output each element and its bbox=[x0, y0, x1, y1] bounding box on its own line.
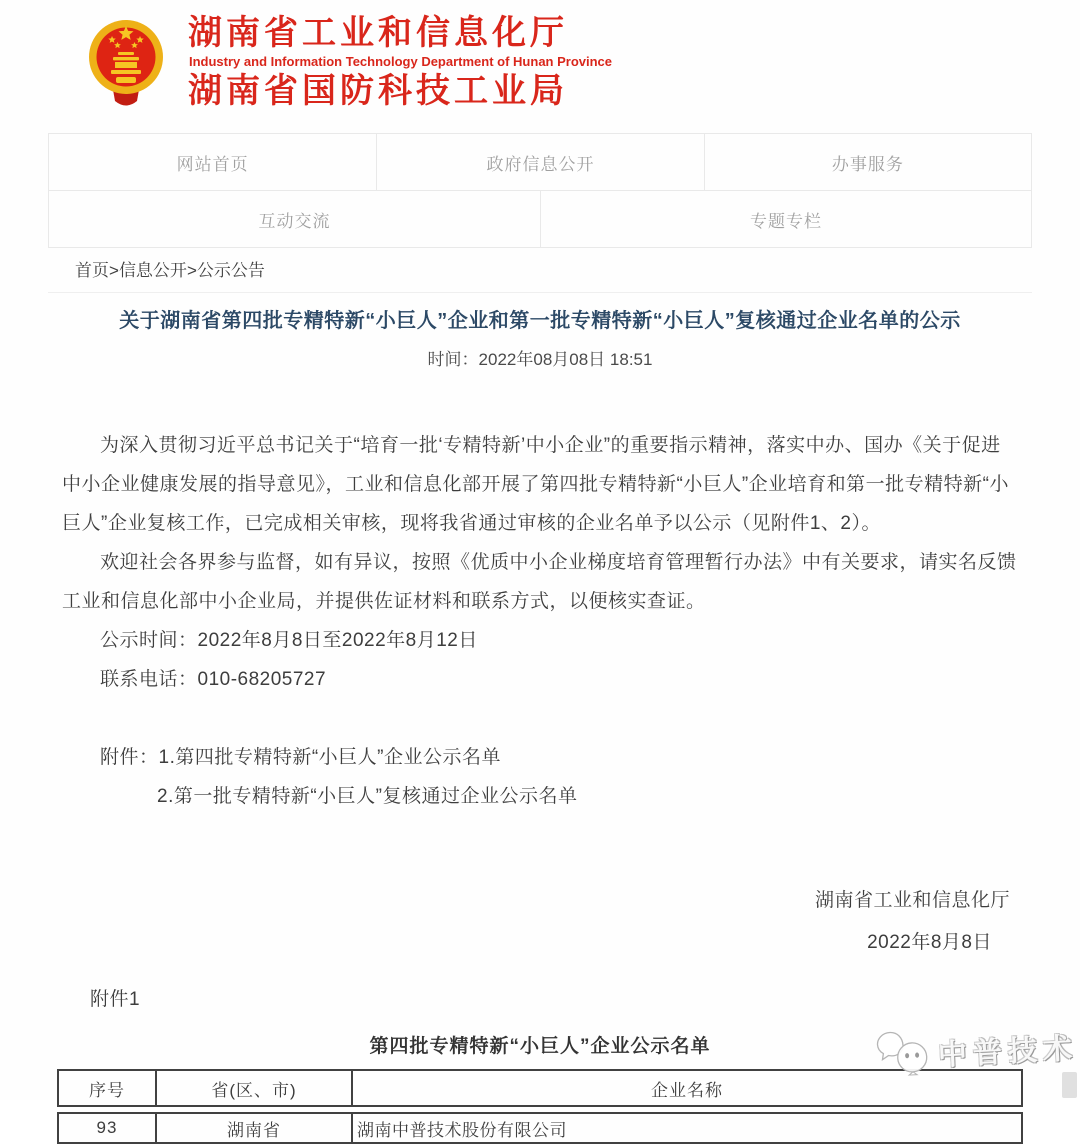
attachment-item-2: 2.第一批专精特新“小巨人”复核通过企业公示名单 bbox=[157, 786, 578, 807]
nav-item-services[interactable]: 办事服务 bbox=[704, 134, 1031, 190]
national-emblem-icon bbox=[88, 16, 164, 117]
nav-row-1 bbox=[49, 134, 1031, 191]
nav-item-home[interactable]: 网站首页 bbox=[49, 134, 376, 190]
publish-time: 时间：2022年08月08日 18:51 bbox=[427, 350, 653, 369]
nav-item-topics[interactable]: 专题专栏 bbox=[540, 191, 1031, 247]
article-body bbox=[62, 426, 1018, 1019]
signature-date: 2022年8月8日 bbox=[867, 932, 992, 953]
corner-block bbox=[1062, 1072, 1077, 1098]
table-header-row bbox=[57, 1069, 1023, 1107]
signature-block bbox=[62, 880, 1018, 964]
breadcrumb-separator: > bbox=[109, 261, 119, 280]
nav-item-interaction[interactable]: 互动交流 bbox=[49, 191, 540, 247]
signature-org: 湖南省工业和信息化厅 bbox=[814, 890, 1010, 911]
roster-table-title: 第四批专精特新“小巨人”企业公示名单 bbox=[369, 1036, 711, 1057]
org-name-en: Industry and Information Technology Department of Hunan Province bbox=[189, 54, 613, 69]
nav-item-gov-info[interactable]: 政府信息公开 bbox=[376, 134, 703, 190]
breadcrumb-notices[interactable]: 公示公告 bbox=[196, 261, 265, 280]
cell-company-name: 湖南中普技术股份有限公司 bbox=[351, 1114, 1021, 1142]
breadcrumb-home[interactable]: 首页 bbox=[75, 261, 109, 280]
site-header bbox=[0, 0, 1080, 130]
header-cell-index: 序号 bbox=[89, 1080, 125, 1100]
header-org-names bbox=[188, 14, 612, 110]
cell-index: 93 bbox=[96, 1118, 118, 1137]
header-cell-province: 省(区、市) bbox=[155, 1071, 351, 1105]
roster-table bbox=[57, 1069, 1023, 1144]
paragraph-1: 为深入贯彻习近平总书记关于“培育一批‘专精特新’中小企业”的重要指示精神，落实中办、国办《关于促进中小企业健康发展的指导意见》，工业和信息化部开展了第四批专精特新“小巨人”企业培育和第一批专精特新“小巨人”企业复核工作，已完成相关审核，现将我省通过审核的企业名单予以公示（见附件1、2）。 bbox=[62, 435, 1009, 534]
attachments-list bbox=[62, 738, 1018, 816]
table-row bbox=[57, 1112, 1023, 1144]
watermark-text: 中普技术 bbox=[937, 1032, 1079, 1073]
contact-line: 联系电话：010-68205727 bbox=[100, 669, 327, 690]
attachment-item-1: 附件：1.第四批专精特新“小巨人”企业公示名单 bbox=[100, 747, 502, 768]
show-time-line: 公示时间：2022年8月8日至2022年8月12日 bbox=[100, 630, 478, 651]
org-name-cn-1: 湖南省工业和信息化厅 bbox=[188, 14, 568, 52]
appendix-1-label: 附件1 bbox=[90, 989, 141, 1010]
main-nav bbox=[48, 133, 1032, 248]
breadcrumb bbox=[48, 248, 1032, 293]
breadcrumb-separator: > bbox=[186, 261, 197, 280]
breadcrumb-info[interactable]: 信息公开 bbox=[118, 261, 187, 280]
org-name-cn-2: 湖南省国防科技工业局 bbox=[188, 72, 568, 110]
paragraph-2: 欢迎社会各界参与监督，如有异议，按照《优质中小企业梯度培育管理暂行办法》中有关要求，请实名反馈工业和信息化部中小企业局，并提供佐证材料和联系方式，以便核实查证。 bbox=[62, 552, 1017, 612]
nav-row-2 bbox=[49, 191, 1031, 247]
page-title: 关于湖南省第四批专精特新“小巨人”企业和第一批专精特新“小巨人”复核通过企业名单的公示 bbox=[119, 310, 961, 332]
cell-province: 湖南省 bbox=[155, 1114, 351, 1142]
header-cell-company: 企业名称 bbox=[351, 1071, 1021, 1105]
